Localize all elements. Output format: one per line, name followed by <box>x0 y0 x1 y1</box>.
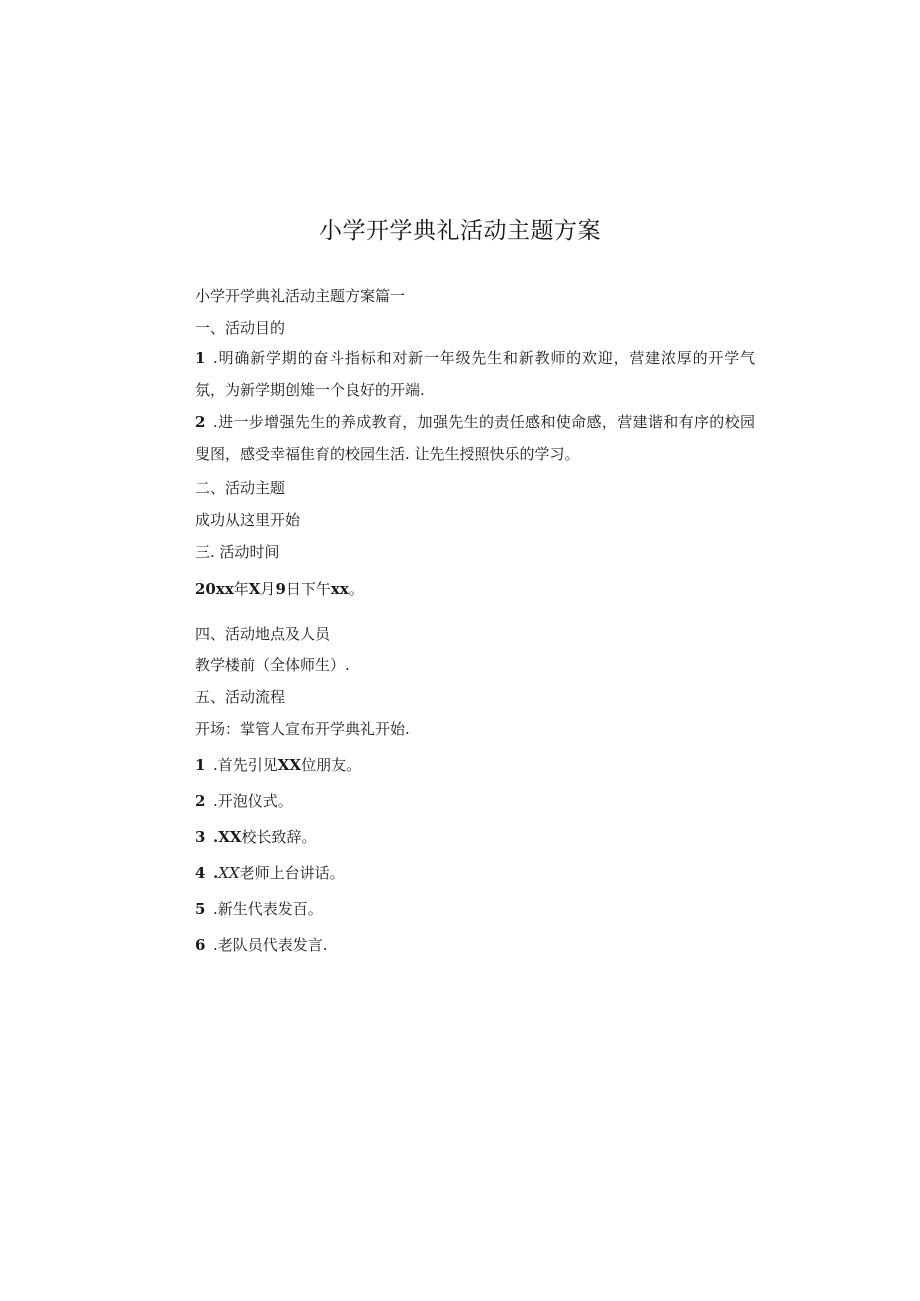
theme-text: 成功从这里开始 <box>195 511 301 529</box>
document-title: 小学开学典礼活动主题方案 <box>319 218 601 244</box>
item-number: 1 <box>195 349 206 367</box>
flow-item <box>195 863 345 883</box>
item-text: .进一步增强先生的养成教育，加强先生的责任感和使命感，营建谐和有序的校园叟图，感受幸福隹育的校园生活. 让先生授照快乐的学习。 <box>195 413 755 463</box>
section-heading-location: 四、活动地点及人员 <box>195 625 331 643</box>
flow-number: 2 <box>195 792 206 810</box>
time-end: 。 <box>348 580 364 598</box>
flow-em: XX <box>218 828 242 846</box>
time-hour: xx <box>330 580 349 598</box>
item-text: .明确新学期的奋斗指标和对新一年级先生和新教师的欢迎，营建浓厚的开学气氛，为新学期创雉一个良好的开端. <box>195 349 755 399</box>
flow-item <box>195 755 361 775</box>
flow-item <box>195 827 317 847</box>
time-day-char: 日下午 <box>285 580 331 598</box>
flow-post: 位朋友。 <box>301 756 362 774</box>
flow-pre: . <box>213 828 219 846</box>
purpose-item-1 <box>195 342 755 406</box>
section-heading-flow: 五、活动流程 <box>195 688 286 706</box>
time-text <box>195 579 364 599</box>
time-day: 9 <box>275 580 286 598</box>
location-text: 教学楼前（全体师生）. <box>195 656 350 674</box>
flow-pre: .开泡仪式。 <box>213 792 293 810</box>
item-number: 2 <box>195 413 206 431</box>
flow-number: 5 <box>195 900 206 918</box>
flow-pre: .老队员代表发言. <box>213 936 328 954</box>
flow-item <box>195 899 323 919</box>
flow-number: 1 <box>195 756 206 774</box>
opening-text: 开场：掌管人宣布开学典礼开始. <box>195 720 410 738</box>
flow-number: 4 <box>195 864 206 882</box>
time-year-char: 年 <box>233 580 249 598</box>
time-year: 20xx <box>195 580 234 598</box>
flow-number: 3 <box>195 828 206 846</box>
section-heading-purpose: 一、活动目的 <box>195 319 286 337</box>
flow-em: XX <box>218 864 240 882</box>
flow-post: 校长致辞。 <box>241 828 317 846</box>
time-month: X <box>248 580 261 598</box>
flow-post: 老师上台讲话。 <box>239 864 345 882</box>
flow-number: 6 <box>195 936 206 954</box>
section-heading-theme: 二、活动主题 <box>195 479 286 497</box>
flow-item <box>195 935 328 955</box>
flow-em: XX <box>277 756 302 774</box>
document-subtitle: 小学开学典礼活动主题方案篇一 <box>195 287 406 305</box>
flow-pre: . <box>213 864 219 882</box>
time-month-char: 月 <box>260 580 276 598</box>
purpose-item-2 <box>195 406 755 470</box>
section-heading-time: 三. 活动时间 <box>195 543 280 561</box>
flow-item <box>195 791 293 811</box>
flow-pre: .首先引见 <box>213 756 278 774</box>
flow-pre: .新生代表发百。 <box>213 900 323 918</box>
